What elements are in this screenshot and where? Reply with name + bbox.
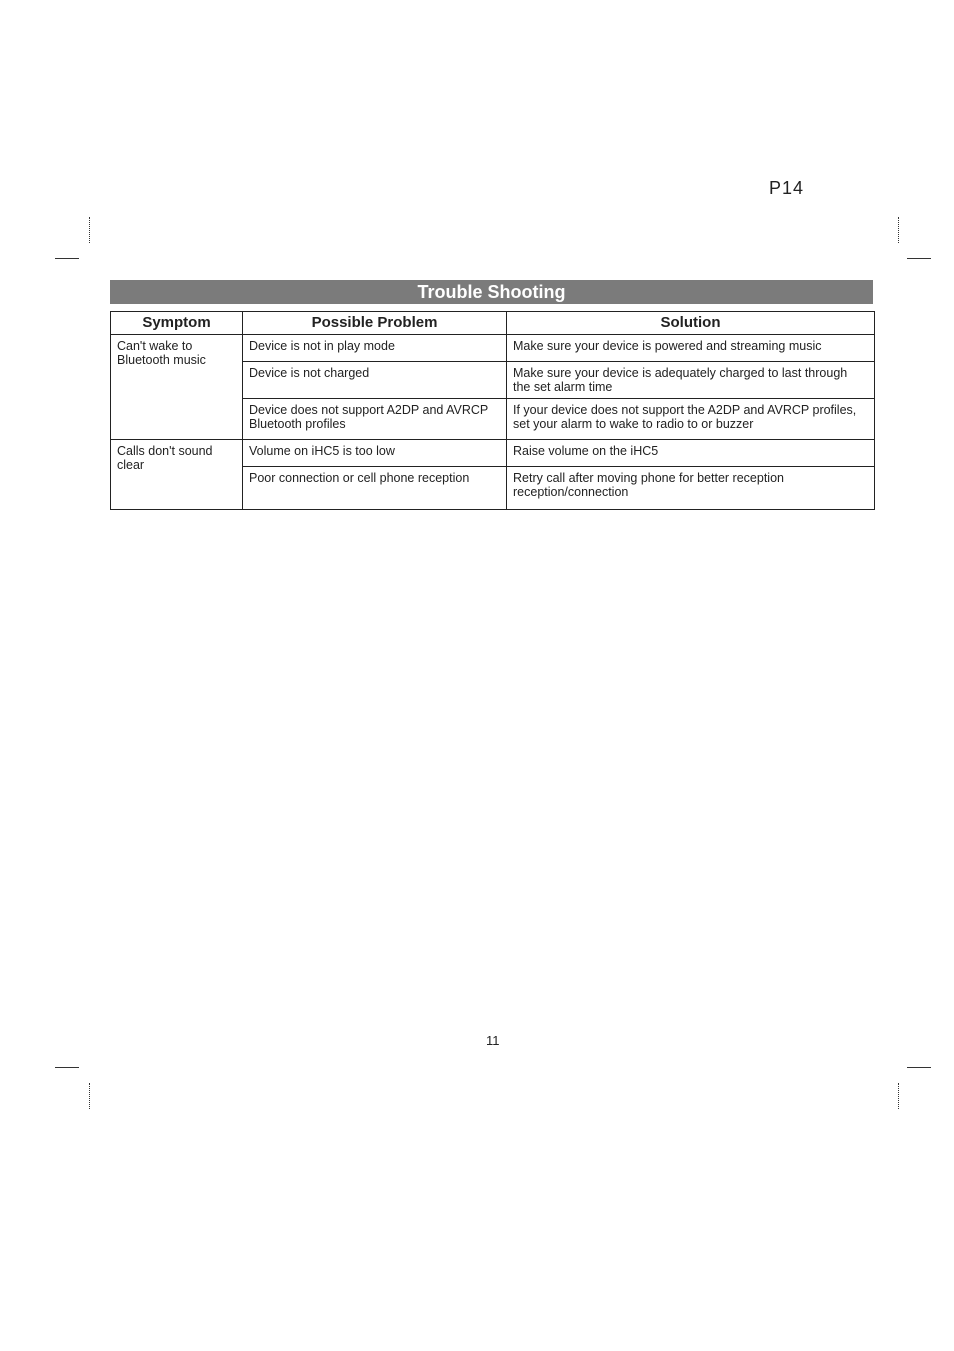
section-title: Trouble Shooting <box>110 280 873 304</box>
table-row <box>111 335 875 362</box>
symptom-cell: Can't wake to Bluetooth music <box>111 335 243 440</box>
table-row <box>111 440 875 467</box>
problem-cell: Device does not support A2DP and AVRCP Bluetooth profiles <box>243 399 507 440</box>
crop-mark <box>898 1083 899 1109</box>
crop-mark <box>907 258 931 259</box>
header-possible-problem: Possible Problem <box>243 312 507 335</box>
problem-cell: Device is not charged <box>243 362 507 399</box>
crop-mark <box>55 258 79 259</box>
problem-cell: Device is not in play mode <box>243 335 507 362</box>
solution-cell: Raise volume on the iHC5 <box>507 440 875 467</box>
troubleshooting-table <box>110 311 875 510</box>
crop-mark <box>55 1067 79 1068</box>
page-number: 11 <box>486 1033 500 1048</box>
crop-mark <box>89 1083 90 1109</box>
solution-cell: Make sure your device is adequately charged to last through the set alarm time <box>507 362 875 399</box>
table-header-row <box>111 312 875 335</box>
problem-cell: Volume on iHC5 is too low <box>243 440 507 467</box>
solution-cell: If your device does not support the A2DP and AVRCP profiles, set your alarm to wake to radio to or buzzer <box>507 399 875 440</box>
header-symptom: Symptom <box>111 312 243 335</box>
solution-cell: Retry call after moving phone for better reception reception/connection <box>507 467 875 510</box>
crop-mark <box>898 217 899 243</box>
problem-cell: Poor connection or cell phone reception <box>243 467 507 510</box>
crop-mark <box>89 217 90 243</box>
symptom-cell: Calls don't sound clear <box>111 440 243 510</box>
header-solution: Solution <box>507 312 875 335</box>
page-id: P14 <box>769 178 805 198</box>
crop-mark <box>907 1067 931 1068</box>
solution-cell: Make sure your device is powered and streaming music <box>507 335 875 362</box>
